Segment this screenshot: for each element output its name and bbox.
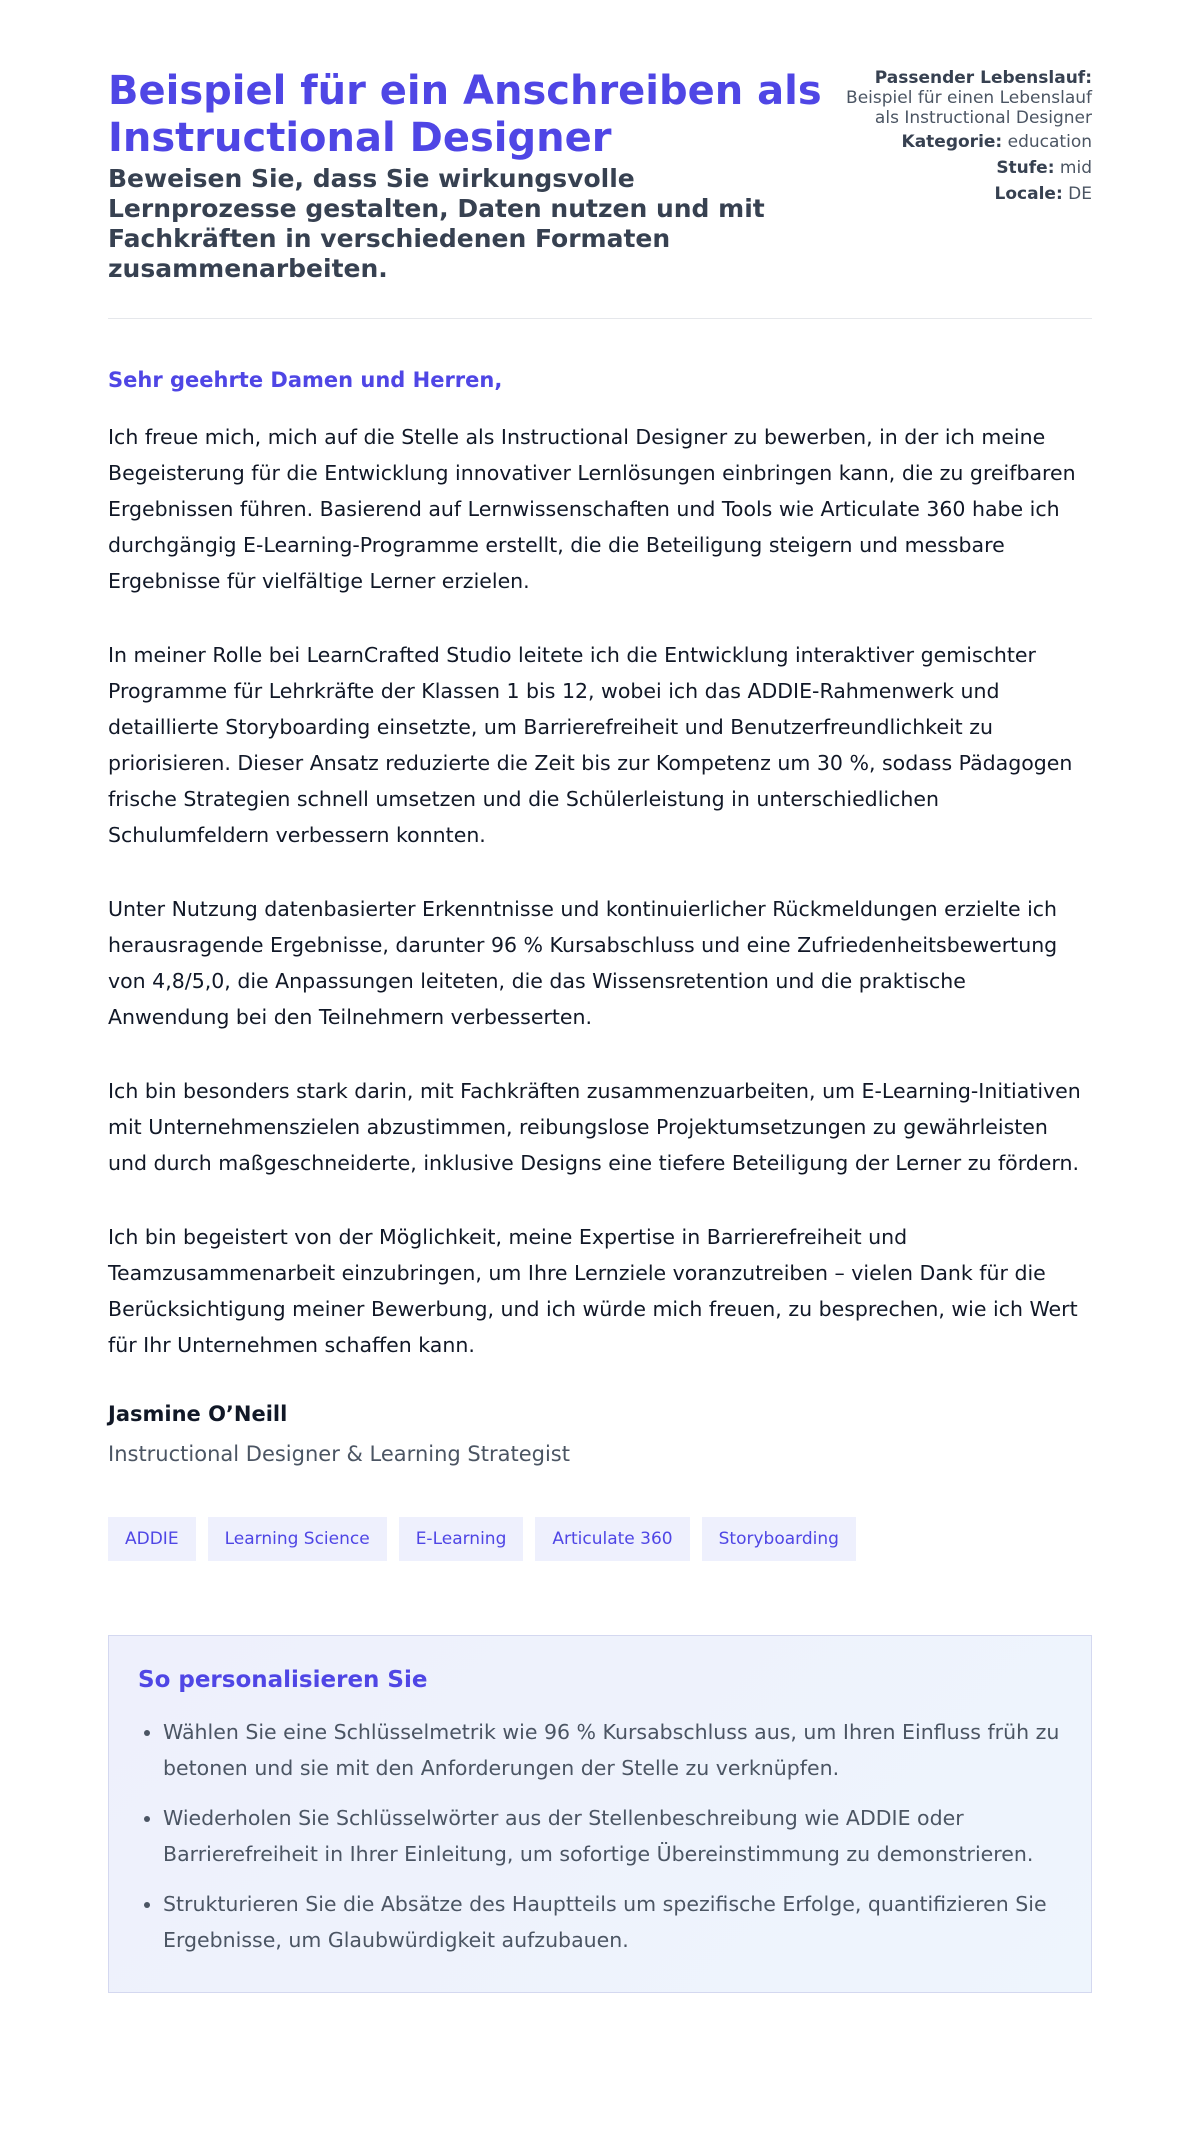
- meta-locale: [842, 184, 1092, 204]
- letter-paragraph: Unter Nutzung datenbasierter Erkenntnisse und kontinuierlicher Rückmeldungen erzielte ich herausragende Ergebnisse, darunter 96 % Kursabschluss und eine Zufriedenheitsbewertung von 4,8/5,0, die Anpassungen leiteten, die das Wissensretention und die praktische Anwendung bei den Teilnehmern verbesserten.: [108, 897, 1058, 1029]
- letter-paragraph: Ich freue mich, mich auf die Stelle als Instructional Designer zu bewerben, in der ich meine Begeisterung für die Entwicklung innovativer Lernlösungen einbringen kann, die zu greifbaren Ergebnissen führen. Basierend auf Lernwissenschaften und Tools wie Articulate 360 habe ich durchgängig E-Learning-Programme erstellt, die die Beteiligung steigern und messbare Ergebnisse für vielfältige Lerner erzielen.: [108, 425, 1076, 593]
- page-header: [108, 68, 1092, 284]
- personalization-tips-box: [108, 1635, 1092, 1993]
- meta-category-value: education: [1007, 132, 1092, 152]
- header-divider: [108, 318, 1092, 319]
- letter-body: [108, 419, 1092, 1363]
- meta-resume: [842, 68, 1092, 128]
- header-titles: [108, 68, 828, 284]
- meta-level: [842, 158, 1092, 178]
- letter-paragraph: In meiner Rolle bei LearnCrafted Studio leitete ich die Entwicklung interaktiver gemischter Programme für Lehrkräfte der Klassen 1 bis 12, wobei ich das ADDIE-Rahmenwerk und detaillierte Storyboarding einsetzte, um Barrierefreiheit und Benutzerfreundlichkeit zu priorisieren. Dieser Ansatz reduzierte die Zeit bis zur Kompetenz um 30 %, sodass Pädagogen frische Strategien schnell umsetzen und die Schülerleistung in unterschiedlichen Schulumfeldern verbessern konnten.: [108, 643, 1073, 847]
- meta-resume-label: Passender Lebenslauf:: [874, 68, 1092, 88]
- skill-tag: Articulate 360: [535, 1517, 689, 1561]
- signature-name: Jasmine O’Neill: [108, 1402, 288, 1426]
- skill-tag: Storyboarding: [702, 1517, 856, 1561]
- meta-locale-value: DE: [1068, 184, 1092, 204]
- letter-paragraph: Ich bin begeistert von der Möglichkeit, meine Expertise in Barrierefreiheit und Teamzusammenarbeit einzubringen, um Ihre Lernziele voranzutreiben – vielen Dank für die Berücksichtigung meiner Bewerbung, und ich würde mich freuen, zu besprechen, wie ich Wert für Ihr Unternehmen schaffen kann.: [108, 1225, 1078, 1357]
- tips-list: [138, 1714, 1061, 1958]
- meta-category: [842, 132, 1092, 152]
- signature-block: [108, 1401, 1092, 1467]
- page-title: Beispiel für ein Anschreiben als Instructional Designer: [108, 68, 822, 161]
- tips-list-item: • Wiederholen Sie Schlüsselwörter aus der Stellenbeschreibung wie ADDIE oder Barrierefreiheit in Ihrer Einleitung, um sofortige Übereinstimmung zu demonstrieren.: [163, 1800, 1061, 1872]
- letter-salutation: Sehr geehrte Damen und Herren,: [108, 368, 503, 392]
- skill-tags: [108, 1517, 1092, 1561]
- meta-category-label: Kategorie:: [901, 132, 1003, 152]
- tips-title: So personalisieren Sie: [138, 1667, 428, 1693]
- meta-level-label: Stufe:: [996, 158, 1055, 178]
- skill-tag: E-Learning: [399, 1517, 524, 1561]
- page-subtitle: Beweisen Sie, dass Sie wirkungsvolle Lernprozesse gestalten, Daten nutzen und mit Fachkräften in verschiedenen Formaten zusammenarbeiten.: [108, 164, 765, 283]
- tips-list-item: • Strukturieren Sie die Absätze des Hauptteils um spezifische Erfolge, quantifizieren Sie Ergebnisse, um Glaubwürdigkeit aufzubauen.: [163, 1886, 1061, 1958]
- skill-tag: ADDIE: [108, 1517, 196, 1561]
- tips-list-item: • Wählen Sie eine Schlüsselmetrik wie 96 % Kursabschluss aus, um Ihren Einfluss früh zu betonen und sie mit den Anforderungen der Stelle zu verknüpfen.: [163, 1714, 1061, 1786]
- meta-locale-label: Locale:: [994, 184, 1063, 204]
- meta-level-value: mid: [1059, 158, 1092, 178]
- signature-role: Instructional Designer & Learning Strategist: [108, 1442, 570, 1466]
- letter-paragraph: Ich bin besonders stark darin, mit Fachkräften zusammenzuarbeiten, um E-Learning-Initiativen mit Unternehmenszielen abzustimmen, reibungslose Projektumsetzungen zu gewährleisten und durch maßgeschneiderte, inklusive Designs eine tiefere Beteiligung der Lerner zu fördern.: [108, 1079, 1081, 1175]
- meta-panel: [842, 68, 1092, 210]
- skill-tag: Learning Science: [208, 1517, 387, 1561]
- meta-resume-value: Beispiel für einen Lebenslauf als Instructional Designer: [846, 88, 1092, 128]
